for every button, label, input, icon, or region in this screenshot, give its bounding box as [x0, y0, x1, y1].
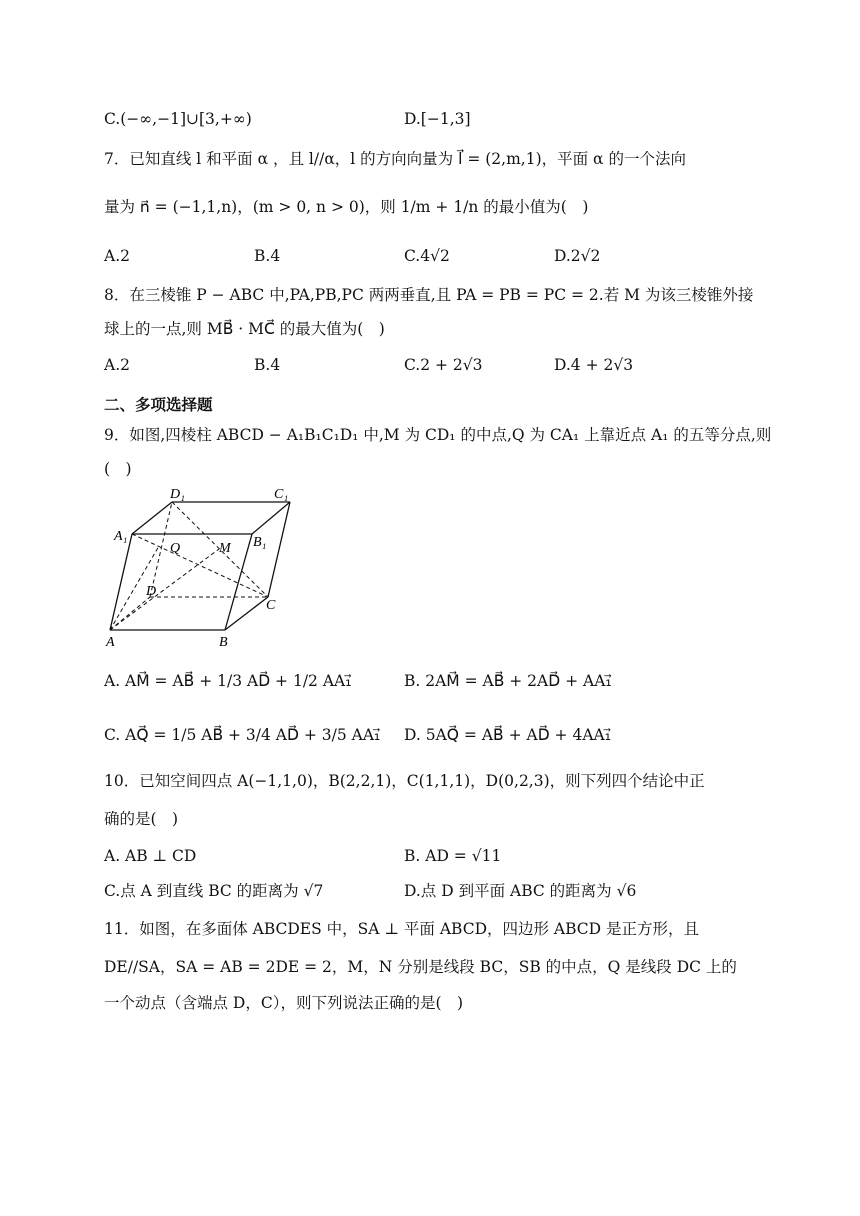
q7-stem-line1: 7．已知直线 l 和平面 α ，且 l//α，l 的方向向量为 l⃗ = (2,m,1)，平面 α 的一个法向: [104, 150, 686, 168]
q10-option-c: C.点 A 到直线 BC 的距离为 √7: [104, 882, 324, 900]
q9-option-b: B. 2AM⃗ = AB⃗ + 2AD⃗ + AA₁⃗: [404, 672, 612, 690]
label-D1: D₁: [170, 487, 185, 502]
q7-option-d: D.2√2: [554, 247, 601, 265]
label-C: C: [266, 598, 276, 613]
q8-option-a: A.2: [104, 356, 130, 374]
q7-stem-line2: 量为 n⃗ = (−1,1,n)，(m > 0, n > 0)，则 1/m + 1/n 的最小值为( ): [104, 198, 589, 216]
q8-option-c: C.2 + 2√3: [404, 356, 483, 374]
q8-option-b: B.4: [254, 356, 281, 374]
label-A: A: [106, 635, 115, 650]
q10-option-a: A. AB ⊥ CD: [104, 847, 197, 865]
q9-stem-line2: ( ): [104, 460, 132, 478]
q8-stem-line2: 球上的一点,则 MB⃗ · MC⃗ 的最大值为( ): [104, 320, 385, 338]
q11-stem-line2: DE//SA，SA = AB = 2DE = 2，M，N 分别是线段 BC，SB 的中点，Q 是线段 DC 上的: [104, 958, 737, 976]
q9-option-c: C. AQ⃗ = 1/5 AB⃗ + 3/4 AD⃗ + 3/5 AA₁⃗: [104, 726, 381, 744]
label-D: D: [146, 584, 157, 599]
label-C1: C₁: [274, 487, 289, 502]
label-Q: Q: [170, 541, 181, 556]
q6-option-d: D.[−1,3]: [404, 110, 471, 128]
label-A1: A₁: [114, 529, 128, 544]
q11-stem-line3: 一个动点（含端点 D，C），则下列说法正确的是( ): [104, 994, 464, 1012]
q10-stem-line2: 确的是( ): [104, 810, 179, 828]
q10-option-b: B. AD = √11: [404, 847, 502, 865]
edge-D1A1: [132, 502, 172, 534]
label-M: M: [219, 541, 231, 556]
label-B1: B₁: [253, 535, 267, 550]
q7-option-b: B.4: [254, 247, 281, 265]
q11-stem-line1: 11．如图，在多面体 ABCDES 中，SA ⊥ 平面 ABCD，四边形 ABCD 是正方形，且: [104, 920, 700, 938]
q7-option-a: A.2: [104, 247, 130, 265]
label-B: B: [219, 635, 228, 650]
q9-option-d: D. 5AQ⃗ = AB⃗ + AD⃗ + 4AA₁⃗: [404, 726, 611, 744]
edge-BC: [225, 597, 268, 630]
q6-option-c: C.(−∞,−1]∪[3,+∞): [104, 110, 252, 128]
edge-CC1: [268, 502, 290, 597]
q10-option-d: D.点 D 到平面 ABC 的距离为 √6: [404, 882, 637, 900]
q9-prism-figure: [100, 482, 300, 652]
q9-option-a: A. AM⃗ = AB⃗ + 1/3 AD⃗ + 1/2 AA₁⃗: [104, 672, 352, 690]
q8-stem-line1: 8．在三棱锥 P − ABC 中,PA,PB,PC 两两垂直,且 PA = PB = PC = 2.若 M 为该三棱锥外接: [104, 286, 754, 304]
q8-option-d: D.4 + 2√3: [554, 356, 634, 374]
q7-option-c: C.4√2: [404, 247, 450, 265]
q10-stem-line1: 10．已知空间四点 A(−1,1,0)，B(2,2,1)，C(1,1,1)，D(0,2,3)，则下列四个结论中正: [104, 772, 705, 790]
section-heading-multiple-choice: 二、多项选择题: [104, 396, 213, 414]
q9-stem-line1: 9．如图,四棱柱 ABCD − A₁B₁C₁D₁ 中,M 为 CD₁ 的中点,Q 为 CA₁ 上靠近点 A₁ 的五等分点,则: [104, 426, 772, 444]
